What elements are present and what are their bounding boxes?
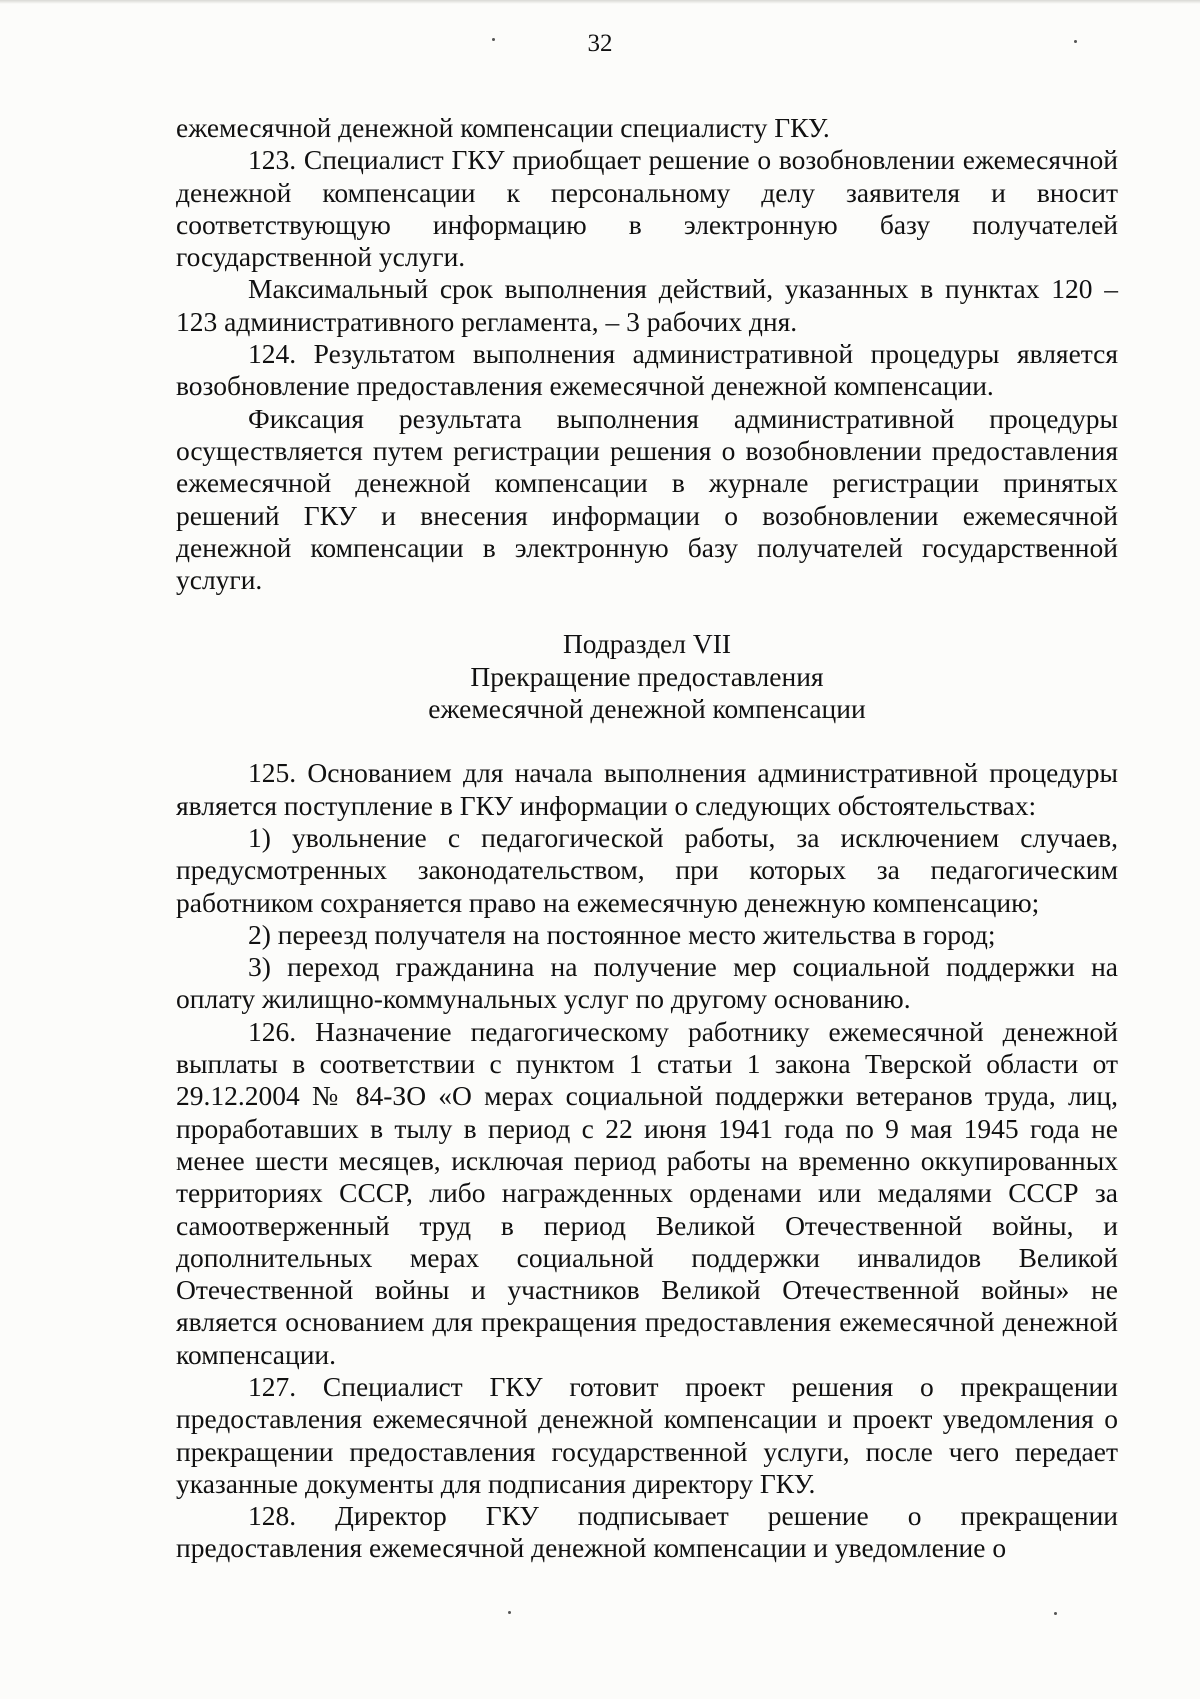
paragraph: Фиксация результата выполнения административной процедуры осуществляется путем регистрации решения о возобновлении предоставления ежемесячной денежной компенсации в журнале регистрации принятых решений ГКУ и внесения информации о возобновлении ежемесячной денежной компенсации в электронную базу получателей государственной услуги. bbox=[176, 402, 1118, 596]
paragraph: 124. Результатом выполнения административной процедуры является возобновление предоставления ежемесячной денежной компенсации. bbox=[176, 338, 1118, 402]
spacer bbox=[176, 725, 1118, 757]
paragraph: ежемесячной денежной компенсации специалисту ГКУ. bbox=[176, 112, 830, 143]
paragraph: 125. Основанием для начала выполнения административной процедуры является поступление в ГКУ информации о следующих обстоятельствах: bbox=[176, 757, 1118, 821]
section-heading-number: Подраздел VII bbox=[562, 628, 732, 660]
scan-edge bbox=[0, 0, 1200, 4]
paragraph: 128. Директор ГКУ подписывает решение о прекращении предоставления ежемесячной денежной компенсации и уведомление о bbox=[176, 1500, 1118, 1564]
section-heading-title-line1: Прекращение предоставления bbox=[470, 660, 824, 692]
paragraph: 127. Специалист ГКУ готовит проект решения о прекращении предоставления ежемесячной денежной компенсации и проект уведомления о прекращении предоставления государственной услуги, после чего передает указанные документы для подписания директору ГКУ. bbox=[176, 1370, 1118, 1499]
spacer bbox=[176, 596, 1118, 628]
paragraph: 1) увольнение с педагогической работы, за исключением случаев, предусмотренных законодательством, при которых за педагогическим работником сохраняется право на ежемесячную денежную компенсацию; bbox=[176, 821, 1118, 918]
paragraph: 2) переезд получателя на постоянное место жительства в город; bbox=[248, 918, 996, 950]
scan-speck bbox=[1054, 1612, 1057, 1615]
section-heading-title-line2: ежемесячной денежной компенсации bbox=[428, 693, 866, 725]
paragraph: Максимальный срок выполнения действий, указанных в пунктах 120 – 123 административного регламента, – 3 рабочих дня. bbox=[176, 273, 1118, 337]
paragraphs-before-heading bbox=[176, 112, 1118, 596]
document-body bbox=[176, 112, 1118, 1565]
scan-speck bbox=[492, 38, 495, 41]
paragraphs-after-heading bbox=[176, 757, 1118, 1564]
paragraph: 126. Назначение педагогическому работнику ежемесячной денежной выплаты в соответствии с пунктом 1 статьи 1 закона Тверской области от 29.12.2004 № 84-ЗО «О мерах социальной поддержки ветеранов труда, лиц, проработавших в тылу в период с 22 июня 1941 года по 9 мая 1945 года не менее шести месяцев, исключая период работы на временно оккупированных территориях СССР, либо награжденных орденами или медалями СССР за самоотверженный труд в период Великой Отечественной войны, и дополнительных мерах социальной поддержки инвалидов Великой Отечественной войны и участников Великой Отечественной войны» не является основанием для прекращения предоставления ежемесячной денежной компенсации. bbox=[176, 1015, 1118, 1370]
paragraph: 3) переход гражданина на получение мер социальной поддержки на оплату жилищно-коммунальных услуг по другому основанию. bbox=[176, 951, 1118, 1015]
scan-speck bbox=[508, 1611, 511, 1614]
scan-speck bbox=[1074, 40, 1077, 43]
page-number: 32 bbox=[587, 30, 613, 57]
paragraph: 123. Специалист ГКУ приобщает решение о возобновлении ежемесячной денежной компенсации к персональному делу заявителя и вносит соответствующую информацию в электронную базу получателей государственной услуги. bbox=[176, 144, 1118, 273]
